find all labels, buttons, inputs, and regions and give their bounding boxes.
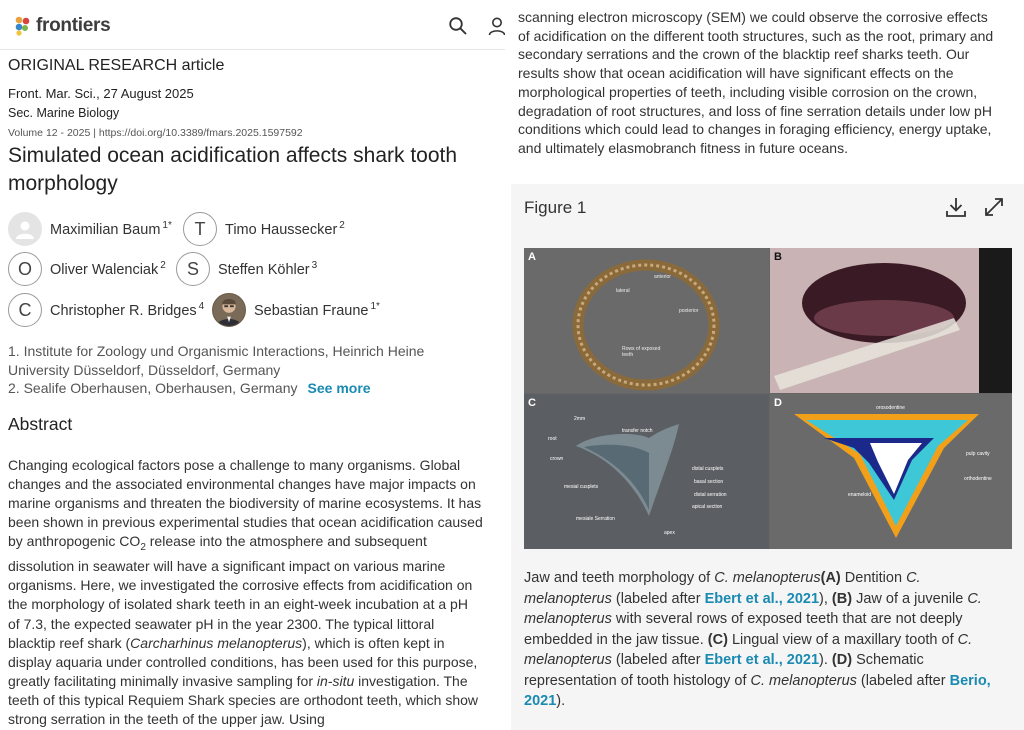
abstract-continued: scanning electron microscopy (SEM) we could observe the corrosive effects of acidification on the different tooth structures, such as the root, primary and secondary serrations and the crown of the blacktip reef sharks teeth. Our results show that ocean acidification will have significant effects on the morphological properties of teeth, including visible corrosion on the crown, degradation of root structures, and loss of fine serration details under low pH conditions which could lead to changes in foraging efficiency, energy uptake, and ultimately elasmobranch fitness in future oceans. xyxy=(518,9,994,156)
author-steffen-koehler[interactable] xyxy=(176,252,317,286)
panel-d xyxy=(770,394,1012,549)
co2-subscript: 2 xyxy=(140,542,146,554)
person-placeholder-icon xyxy=(14,218,36,240)
author-sup: 4 xyxy=(198,301,205,313)
journal-date: Front. Mar. Sci., 27 August 2025 xyxy=(8,86,194,101)
figure-image[interactable] xyxy=(524,248,1012,549)
article-title: Simulated ocean acidification affects shark tooth morphology xyxy=(8,144,458,195)
caption-part: with several rows of exposed teeth that are not deeply embedded in the jaw tissue. xyxy=(524,611,963,648)
caption-part: ). xyxy=(819,652,832,668)
author-sebastian-fraune[interactable] xyxy=(212,293,380,327)
affiliation-1: 1. Institute for Zoology und Organismic Interactions, Heinrich Heine University Düsseldorf, Düsseldorf, Germany xyxy=(8,343,425,378)
author-name: Oliver Walenciak xyxy=(50,261,159,278)
panel-label: apex xyxy=(664,530,675,536)
author-sup: 1* xyxy=(370,301,380,313)
panel-letter: A xyxy=(528,251,536,263)
caption-part: (labeled after xyxy=(856,672,950,689)
panel-letter: B xyxy=(774,251,782,263)
panel-label: Rows of exposed xyxy=(622,346,661,352)
panel-letter: C xyxy=(528,397,536,409)
panel-label: mesiale Serration xyxy=(576,516,615,522)
panel-label: orosodentine xyxy=(876,405,905,411)
author-name: Christopher R. Bridges xyxy=(50,302,197,319)
panel-label: teeth xyxy=(622,352,634,358)
panel-label: lateral xyxy=(616,288,630,294)
species-name: C. melanopterus xyxy=(714,570,821,586)
avatar: S xyxy=(176,252,210,286)
caption-part: Lingual view of a maxillary tooth of xyxy=(727,631,958,648)
caption-panel-ref: (C) xyxy=(707,631,728,648)
doi-link[interactable]: https://doi.org/10.3389/fmars.2025.1597592 xyxy=(98,127,303,139)
abstract-part: ), which is often kept in display aquaria under controlled conditions, has been used for this purpose, greatly facilitating minimally invasive sampling for xyxy=(8,634,478,689)
figure-title: Figure 1 xyxy=(524,198,587,217)
panel-label: distal serration xyxy=(694,492,727,498)
panel-label: 2mm xyxy=(574,416,586,422)
author-sup: 2 xyxy=(339,220,345,232)
avatar: T xyxy=(183,212,217,246)
panel-c xyxy=(524,394,769,549)
panel-label: enameloid xyxy=(848,492,872,498)
panel-b xyxy=(770,248,1012,393)
download-icon[interactable] xyxy=(945,196,967,218)
citation-link[interactable]: Berio, 2021 xyxy=(524,672,991,709)
article-pane xyxy=(0,0,505,730)
species-name: C. melanopterus xyxy=(524,631,973,668)
author-christopher-bridges[interactable] xyxy=(8,293,204,327)
abstract-text xyxy=(8,456,483,729)
top-bar xyxy=(0,0,505,50)
abstract-part: investigation. The teeth of this typical Requiem Shark species are orthodont teeth, which show strong serration in the teeth of the upper jaw. Using xyxy=(8,672,479,728)
panel-a xyxy=(524,248,769,393)
author-portrait-icon xyxy=(213,293,245,327)
article-type: ORIGINAL RESEARCH article xyxy=(8,57,225,74)
author-sup: 1* xyxy=(162,220,172,232)
author-oliver-walenciak[interactable] xyxy=(8,252,166,286)
caption-panel-ref: (A) xyxy=(820,570,841,586)
avatar: O xyxy=(8,252,42,286)
search-icon[interactable] xyxy=(448,16,468,36)
panel-label: basal section xyxy=(694,479,724,485)
figure-panel xyxy=(511,184,1024,730)
caption-panel-ref: (B) xyxy=(831,590,853,607)
panel-label: orthodentine xyxy=(964,476,992,482)
expand-icon[interactable] xyxy=(983,196,1005,218)
species-name: C. melanopterus xyxy=(524,590,982,627)
figure-caption xyxy=(524,568,1012,712)
panel-label: root xyxy=(548,436,557,442)
avatar: C xyxy=(8,293,42,327)
journal-section: Sec. Marine Biology xyxy=(8,106,120,120)
author-name: Maximilian Baum xyxy=(50,221,161,238)
frontiers-logo-icon xyxy=(14,16,32,36)
affiliation-2: 2. Sealife Oberhausen, Oberhausen, Germany xyxy=(8,380,298,396)
panel-label: distal cusplets xyxy=(692,466,724,472)
author-timo-haussecker[interactable] xyxy=(183,212,345,246)
citation-link[interactable]: Ebert et al., 2021 xyxy=(704,652,820,668)
panel-label: crown xyxy=(550,456,564,462)
author-maximilian-baum[interactable] xyxy=(8,212,172,246)
species-name: Carcharhinus melanopterus xyxy=(130,634,303,651)
author-name: Steffen Köhler xyxy=(218,261,310,278)
author-name: Sebastian Fraune xyxy=(254,302,369,319)
panel-label: pulp cavity xyxy=(966,451,990,457)
citation-link[interactable]: Ebert et al., 2021 xyxy=(704,590,820,607)
avatar xyxy=(8,212,42,246)
logo-text: frontiers xyxy=(36,15,111,36)
caption-part: ). xyxy=(556,693,566,709)
caption-part: Schematic representation of tooth histology of xyxy=(524,652,924,689)
species-name: C. melanopterus xyxy=(750,672,857,689)
user-icon[interactable] xyxy=(487,16,505,36)
panel-label: transfer notch xyxy=(622,428,653,434)
species-name: C. melanopterus xyxy=(524,570,921,607)
caption-part: (labeled after xyxy=(611,590,705,607)
panel-letter: D xyxy=(774,397,782,409)
caption-panel-ref: (D) xyxy=(831,652,853,668)
abstract-heading: Abstract xyxy=(8,414,73,434)
panel-label: apical section xyxy=(692,504,723,510)
panel-label: posterior xyxy=(679,308,699,314)
caption-part: (labeled after xyxy=(611,652,705,668)
see-more-link[interactable]: See more xyxy=(307,380,371,396)
caption-part: ), xyxy=(819,590,832,607)
caption-part: Jaw and teeth morphology of xyxy=(524,570,715,586)
panel-label: anterior xyxy=(654,274,671,280)
author-photo xyxy=(212,293,246,327)
volume-doi-line xyxy=(8,127,303,139)
abstract-part: Changing ecological factors pose a challenge to many organisms. Global changes and the associated environmental changes have major impacts on marine organisms and threaten the biodiversity of marine ecosystems. It has been shown in previous experimental studies that ocean acidification caused by anthropogenic CO xyxy=(8,457,483,550)
author-name: Timo Haussecker xyxy=(225,221,338,238)
affiliation-2-row xyxy=(8,379,478,398)
caption-part: Dentition xyxy=(840,570,907,586)
insitu-term: in-situ xyxy=(316,672,355,689)
abstract-part: release into the atmosphere and subsequent dissolution in seawater will have a significant impact on various marine organisms. Here, we investigated the corrosive effects from acidification on the morphology of isolated shark teeth in an eight-week incubation at a pH of 7.3, the expected seawater pH in the year 2300. The typical littoral blacktip reef shark ( xyxy=(8,533,473,651)
figure-pane xyxy=(511,0,1024,730)
volume-label: Volume 12 - 2025 | xyxy=(8,127,99,139)
author-sup: 2 xyxy=(160,260,166,272)
caption-part: Jaw of a juvenile xyxy=(852,590,968,607)
frontiers-logo[interactable] xyxy=(14,15,110,37)
panel-label: mesial cusplets xyxy=(564,484,599,490)
author-sup: 3 xyxy=(311,260,318,272)
